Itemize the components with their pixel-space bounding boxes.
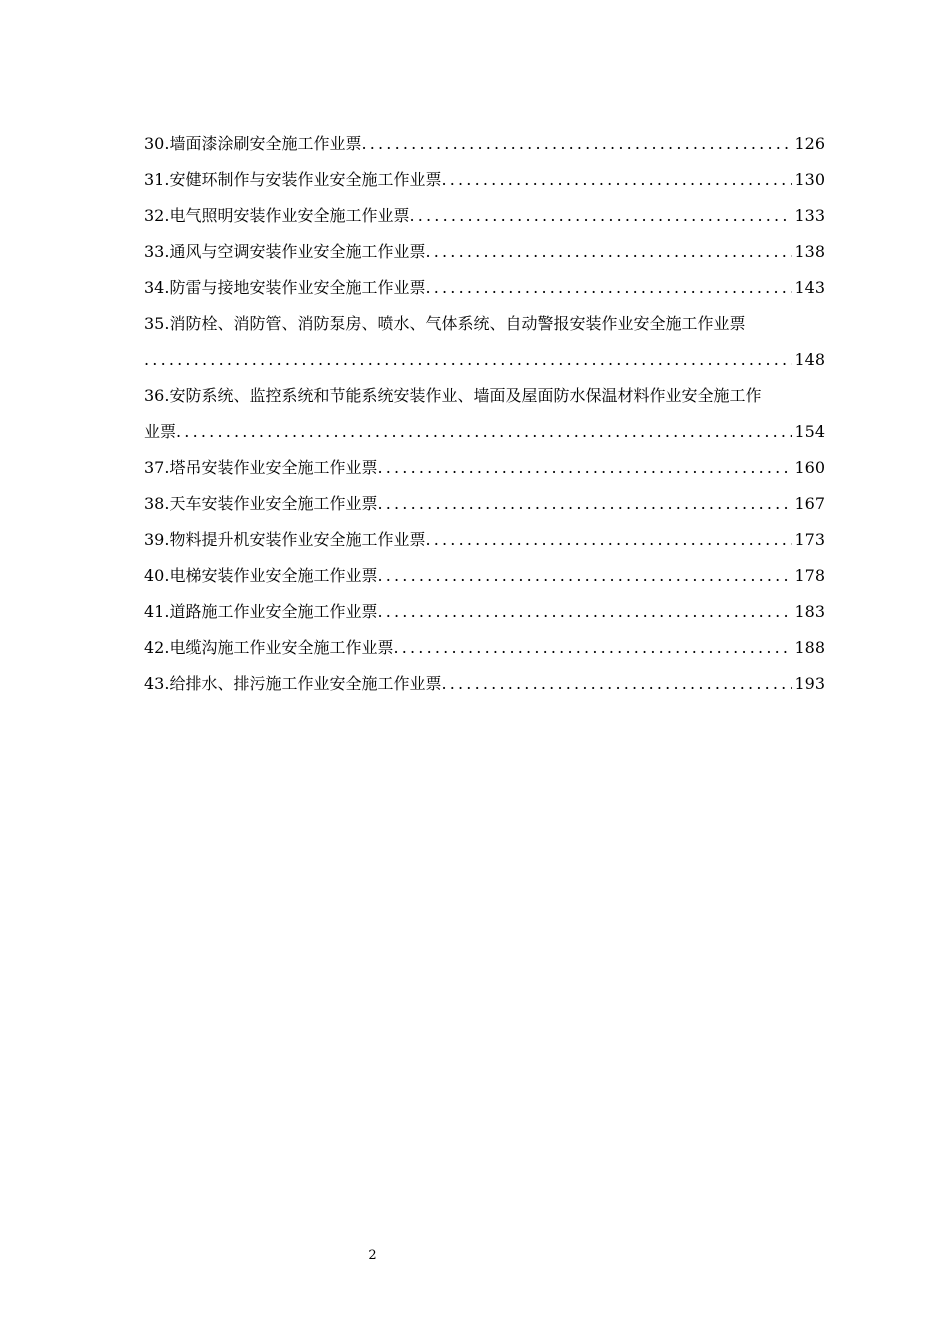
toc-entry-32[interactable] bbox=[144, 198, 825, 234]
toc-entry-title: 42.电缆沟施工作业安全施工作业票 bbox=[144, 638, 394, 657]
toc-leader-dots bbox=[361, 126, 792, 162]
toc-entry-page: 173 bbox=[794, 530, 825, 549]
toc-entry-title: 39.物料提升机安装作业安全施工作业票 bbox=[144, 530, 426, 549]
toc-entry-43[interactable] bbox=[144, 666, 825, 702]
toc-entry-page: 148 bbox=[794, 350, 825, 369]
toc-entry-page: 143 bbox=[794, 278, 825, 297]
toc-leader-dots bbox=[176, 414, 792, 450]
toc-entry-title: 32.电气照明安装作业安全施工作业票 bbox=[144, 206, 410, 225]
toc-entry-page: 160 bbox=[794, 458, 825, 477]
toc-entry-title: 41.道路施工作业安全施工作业票 bbox=[144, 602, 378, 621]
toc-entry-31[interactable] bbox=[144, 162, 825, 198]
toc-entry-36[interactable] bbox=[144, 378, 825, 450]
toc-entry-page: 188 bbox=[794, 638, 825, 657]
table-of-contents bbox=[144, 126, 825, 702]
toc-entry-34[interactable] bbox=[144, 270, 825, 306]
toc-leader-dots bbox=[425, 522, 792, 558]
toc-entry-title: 34.防雷与接地安装作业安全施工作业票 bbox=[144, 278, 426, 297]
toc-entry-page: 133 bbox=[794, 206, 825, 225]
toc-leader-dots bbox=[377, 486, 792, 522]
toc-leader-dots bbox=[393, 630, 792, 666]
toc-entry-page: 130 bbox=[794, 170, 825, 189]
toc-leader-dots bbox=[144, 342, 792, 378]
toc-entry-page: 183 bbox=[794, 602, 825, 621]
toc-leader-dots bbox=[377, 594, 792, 630]
toc-leader-dots bbox=[409, 198, 792, 234]
toc-entry-page: 126 bbox=[794, 134, 825, 153]
toc-entry-page: 138 bbox=[794, 242, 825, 261]
toc-entry-page: 167 bbox=[794, 494, 825, 513]
toc-leader-dots bbox=[377, 558, 792, 594]
toc-leader-dots bbox=[425, 270, 792, 306]
toc-entry-41[interactable] bbox=[144, 594, 825, 630]
toc-entry-title: 40.电梯安装作业安全施工作业票 bbox=[144, 566, 378, 585]
toc-entry-42[interactable] bbox=[144, 630, 825, 666]
toc-entry-38[interactable] bbox=[144, 486, 825, 522]
toc-entry-33[interactable] bbox=[144, 234, 825, 270]
page-number: 2 bbox=[368, 1248, 377, 1263]
toc-entry-title: 业票 bbox=[144, 422, 177, 441]
toc-entry-title: 37.塔吊安装作业安全施工作业票 bbox=[144, 458, 378, 477]
toc-entry-35[interactable] bbox=[144, 306, 825, 378]
toc-entry-30[interactable] bbox=[144, 126, 825, 162]
toc-leader-dots bbox=[425, 234, 792, 270]
toc-entry-37[interactable] bbox=[144, 450, 825, 486]
toc-entry-title: 43.给排水、排污施工作业安全施工作业票 bbox=[144, 674, 442, 693]
toc-leader-dots bbox=[441, 162, 792, 198]
toc-entry-title: 30.墙面漆涂刷安全施工作业票 bbox=[144, 134, 362, 153]
toc-entry-title: 31.安健环制作与安装作业安全施工作业票 bbox=[144, 170, 442, 189]
toc-entry-page: 154 bbox=[794, 422, 825, 441]
toc-entry-page: 178 bbox=[794, 566, 825, 585]
toc-leader-dots bbox=[441, 666, 792, 702]
toc-entry-title: 33.通风与空调安装作业安全施工作业票 bbox=[144, 242, 426, 261]
toc-entry-39[interactable] bbox=[144, 522, 825, 558]
toc-entry-title: 38.天车安装作业安全施工作业票 bbox=[144, 494, 378, 513]
toc-leader-dots bbox=[377, 450, 792, 486]
toc-entry-page: 193 bbox=[794, 674, 825, 693]
toc-entry-title-line: 36.安防系统、监控系统和节能系统安装作业、墙面及屋面防水保温材料作业安全施工作 bbox=[144, 386, 762, 405]
toc-entry-40[interactable] bbox=[144, 558, 825, 594]
toc-entry-title-line: 35.消防栓、消防管、消防泵房、喷水、气体系统、自动警报安装作业安全施工作业票 bbox=[144, 314, 746, 333]
